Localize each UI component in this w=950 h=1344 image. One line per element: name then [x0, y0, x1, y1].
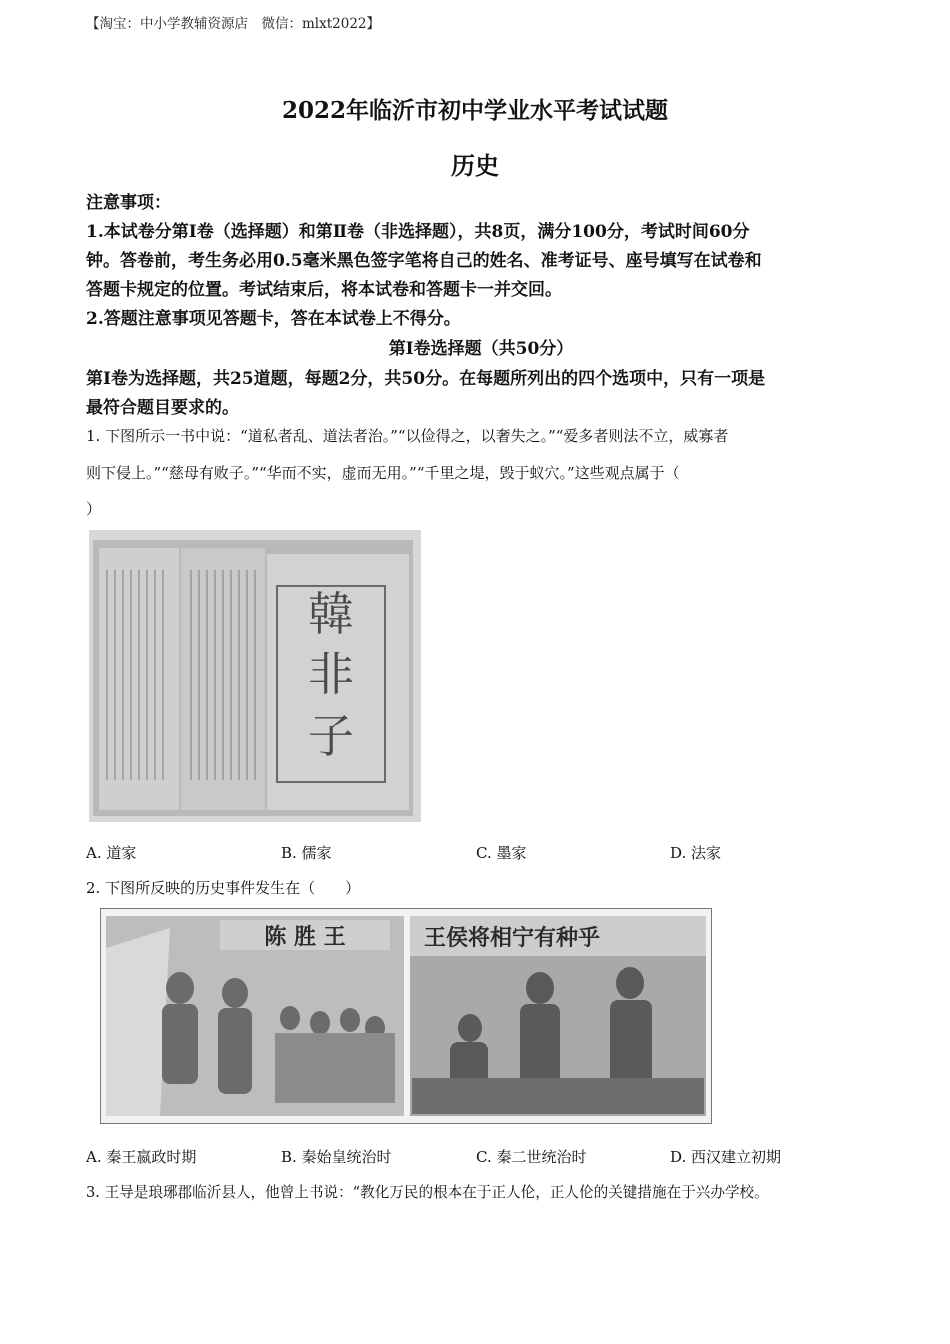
- q3-stem: 3. 王导是琅琊郡临沂县人，他曾上书说：“教化万民的根本在于正人伦，正人伦的关键措施在于兴办学校。: [86, 1184, 769, 1201]
- section1-heading: 第Ⅰ卷选择题（共50分）: [388, 339, 574, 359]
- q2-illustration: [100, 908, 712, 1124]
- q2-option-a: A. 秦王嬴政时期: [86, 1148, 197, 1166]
- exam-title: 2022年临沂市初中学业水平考试试题: [281, 97, 668, 124]
- q2-option-d: D. 西汉建立初期: [670, 1148, 782, 1166]
- q2-caption-right: 王侯将相宁有种乎: [423, 925, 601, 951]
- book-title-char-1: 韓: [308, 587, 354, 641]
- q2-option-b: B. 秦始皇统治时: [281, 1148, 392, 1166]
- book-title-char-3: 子: [308, 709, 354, 763]
- section1-intro-line1: 第Ⅰ卷为选择题，共25道题，每题2分，共50分。在每题所列出的四个选项中，只有一项是: [86, 369, 766, 389]
- section1-intro-line2: 最符合题目要求的。: [86, 398, 239, 418]
- q2-option-c: C. 秦二世统治时: [476, 1148, 587, 1166]
- notes-heading: 注意事项：: [86, 193, 171, 213]
- book-title-char-2: 非: [308, 647, 354, 701]
- notes-item1-line2: 钟。答卷前，考生务必用0.5毫米黑色签字笔将自己的姓名、准考证号、座号填写在试卷和: [86, 251, 762, 271]
- q1-book-image: [89, 530, 421, 822]
- subject-title: 历史: [451, 151, 499, 180]
- q1-stem-line3: ）: [86, 500, 102, 518]
- q1-option-d: D. 法家: [670, 844, 722, 862]
- q1-stem-line1: 1. 下图所示一书中说：“道私者乱、道法者治。”“以俭得之，以奢失之。”“爱多者则法不立，威寡者: [86, 427, 729, 445]
- q1-option-c: C. 墨家: [476, 844, 527, 862]
- page-header: 【淘宝：中小学教辅资源店 微信：mlxt2022】: [86, 16, 381, 32]
- notes-item2: 2.答题注意事项见答题卡，答在本试卷上不得分。: [86, 309, 461, 329]
- q1-option-b: B. 儒家: [281, 844, 332, 862]
- q2-stem: 2. 下图所反映的历史事件发生在（ ）: [86, 879, 361, 897]
- q1-option-a: A. 道家: [86, 844, 137, 862]
- notes-item1-line3: 答题卡规定的位置。考试结束后，将本试卷和答题卡一并交回。: [86, 280, 562, 300]
- q1-stem-line2: 则下侵上。”“慈母有败子。”“华而不实，虚而无用。”“千里之堤，毁于蚁穴。”这些观点属于（: [86, 464, 680, 482]
- notes-item1-line1: 1.本试卷分第Ⅰ卷（选择题）和第Ⅱ卷（非选择题），共8页，满分100分，考试时间60分: [86, 222, 750, 242]
- q2-caption-left: 陈 胜 王: [264, 924, 346, 950]
